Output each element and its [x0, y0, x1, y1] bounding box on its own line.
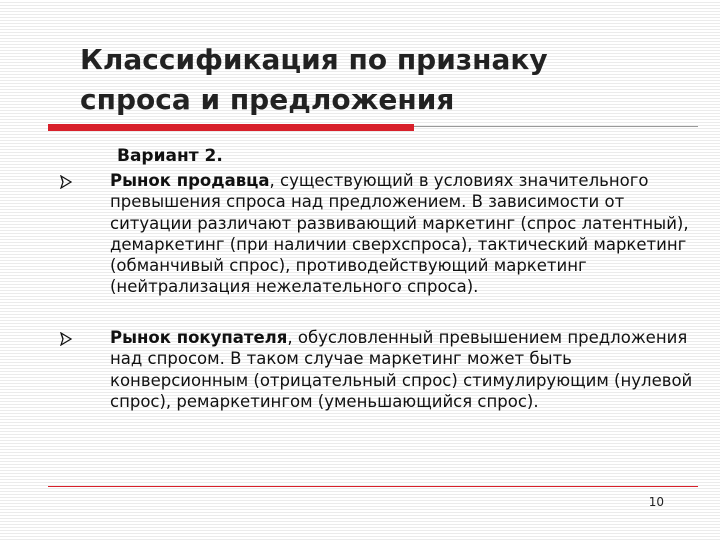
title-divider-accent	[48, 124, 414, 131]
slide-title-line-2: спроса и предложения	[80, 83, 455, 116]
arrow-bullet-icon	[60, 174, 72, 188]
slide-title	[80, 40, 700, 120]
slide-title-line-1: Классификация по признаку	[80, 43, 548, 76]
footer-divider	[48, 486, 698, 487]
bullet-term: Рынок покупателя	[110, 328, 288, 347]
bullet-description: , существующий в условиях значительного превышения спроса над предложением. В зависимости от ситуации различают развивающий маркетинг (спрос латентный), демаркетинг (при наличии сверхспроса), тактический маркетинг (обманчивый спрос), противодействующий маркетинг (нейтрализация нежелательного спроса).	[110, 171, 689, 297]
bullet-description: , обусловленный превышением предложения над спросом. В таком случае маркетинг может быть конверсионным (отрицательный спрос) стимулирующим (нулевой спрос), ремаркетингом (уменьшающийся спрос).	[110, 328, 693, 411]
bullet-term: Рынок продавца	[110, 171, 270, 190]
bullet-text	[110, 170, 695, 298]
bullet-text	[110, 327, 695, 412]
variant-subtitle: Вариант 2.	[117, 146, 223, 166]
page-number: 10	[648, 495, 664, 509]
arrow-bullet-icon	[60, 331, 72, 345]
